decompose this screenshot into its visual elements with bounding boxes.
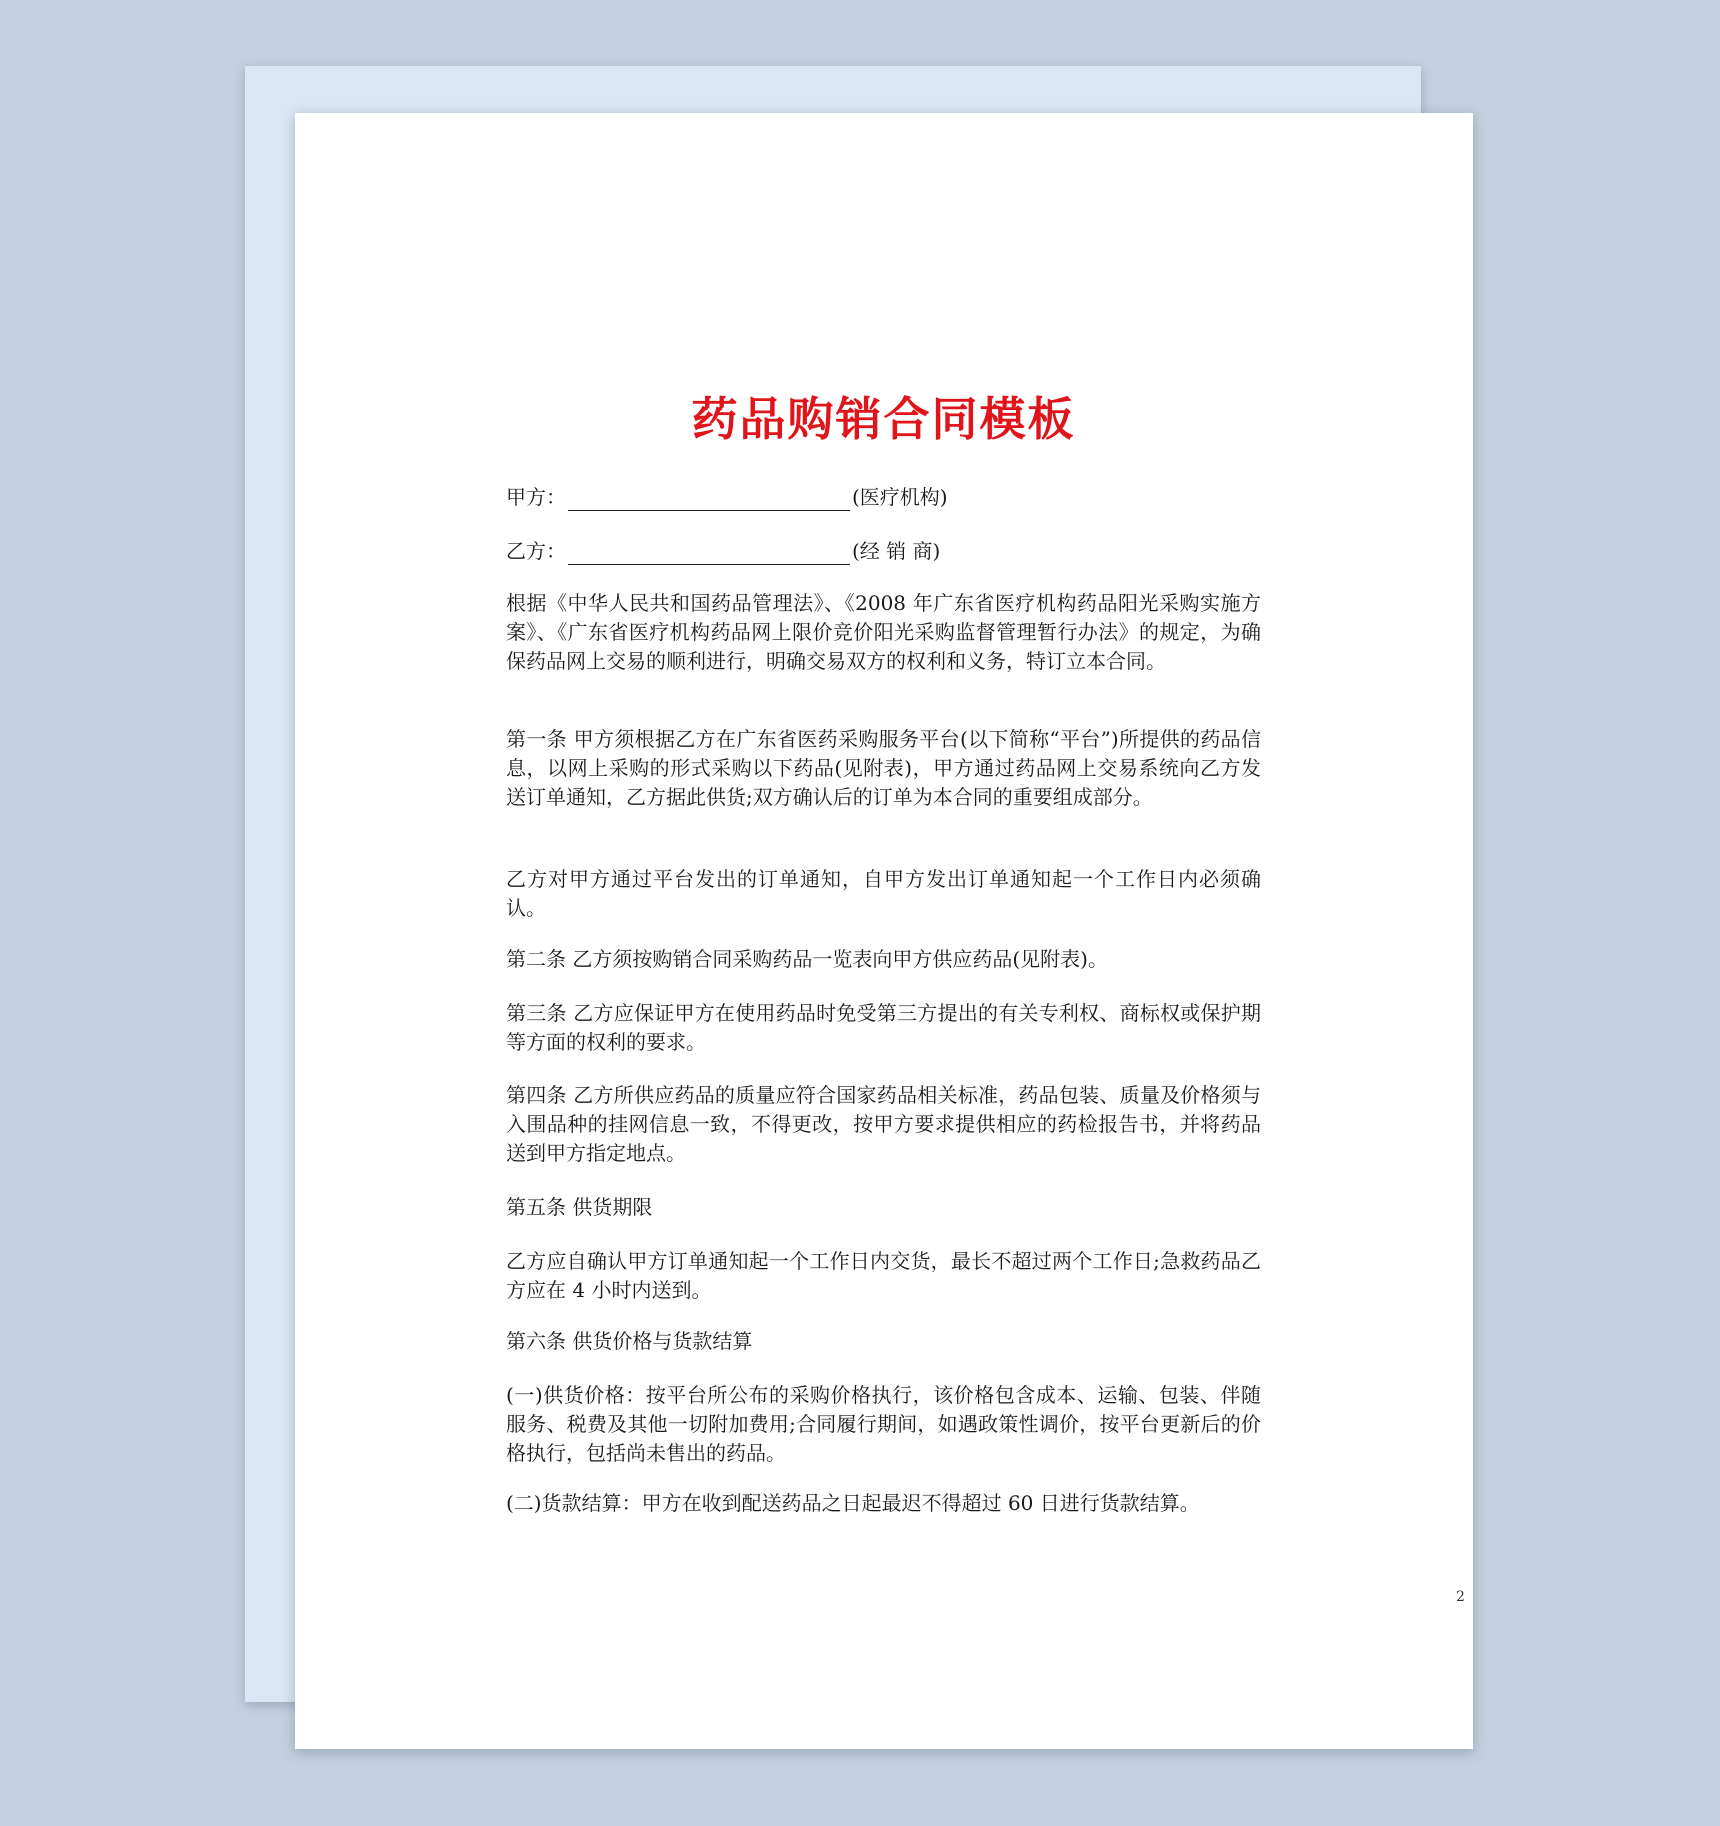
supply-price-paragraph: (一)供货价格：按平台所公布的采购价格执行，该价格包含成本、运输、包装、伴随服务、税费及其他一切附加费用;合同履行期间，如遇政策性调价，按平台更新后的价格执行，包括尚未售出的药品。 (506, 1383, 1261, 1465)
party-a-suffix: (医疗机构) (852, 485, 948, 509)
party-b-line (506, 537, 1261, 565)
payment-settlement-paragraph: (二)货款结算：甲方在收到配送药品之日起最迟不得超过 60 日进行货款结算。 (506, 1491, 1200, 1515)
preamble-paragraph: 根据《中华人民共和国药品管理法》、《2008 年广东省医疗机构药品阳光采购实施方案》、《广东省医疗机构药品网上限价竞价阳光采购监督管理暂行办法》的规定，为确保药品网上交易的顺利进行，明确交易双方的权利和义务，特订立本合同。 (506, 591, 1261, 673)
delivery-term-paragraph: 乙方应自确认甲方订单通知起一个工作日内交货，最长不超过两个工作日;急救药品乙方应在 4 小时内送到。 (506, 1249, 1261, 1302)
party-a-blank (568, 488, 850, 511)
order-confirm-paragraph: 乙方对甲方通过平台发出的订单通知，自甲方发出订单通知起一个工作日内必须确认。 (506, 867, 1261, 920)
article-4-paragraph: 第四条 乙方所供应药品的质量应符合国家药品相关标准，药品包装、质量及价格须与入围品种的挂网信息一致，不得更改，按甲方要求提供相应的药检报告书，并将药品送到甲方指定地点。 (506, 1083, 1261, 1165)
article-1-paragraph: 第一条 甲方须根据乙方在广东省医药采购服务平台(以下简称“平台”)所提供的药品信息，以网上采购的形式采购以下药品(见附表)，甲方通过药品网上交易系统向乙方发送订单通知，乙方据此供货;双方确认后的订单为本合同的重要组成部分。 (506, 727, 1261, 809)
party-a-label: 甲方： (506, 485, 566, 509)
article-3-paragraph: 第三条 乙方应保证甲方在使用药品时免受第三方提出的有关专利权、商标权或保护期等方面的权利的要求。 (506, 1001, 1261, 1054)
document-title: 药品购销合同模板 (691, 392, 1076, 446)
party-a-line (506, 483, 1261, 511)
article-2-paragraph: 第二条 乙方须按购销合同采购药品一览表向甲方供应药品(见附表)。 (506, 947, 1108, 971)
party-b-suffix: (经 销 商) (852, 539, 941, 563)
party-b-label: 乙方： (506, 539, 566, 563)
page-number: 2 (1456, 1589, 1465, 1605)
party-b-blank (568, 542, 850, 565)
article-5-heading: 第五条 供货期限 (506, 1195, 653, 1219)
article-6-heading: 第六条 供货价格与货款结算 (506, 1329, 753, 1353)
document-page (295, 113, 1473, 1749)
